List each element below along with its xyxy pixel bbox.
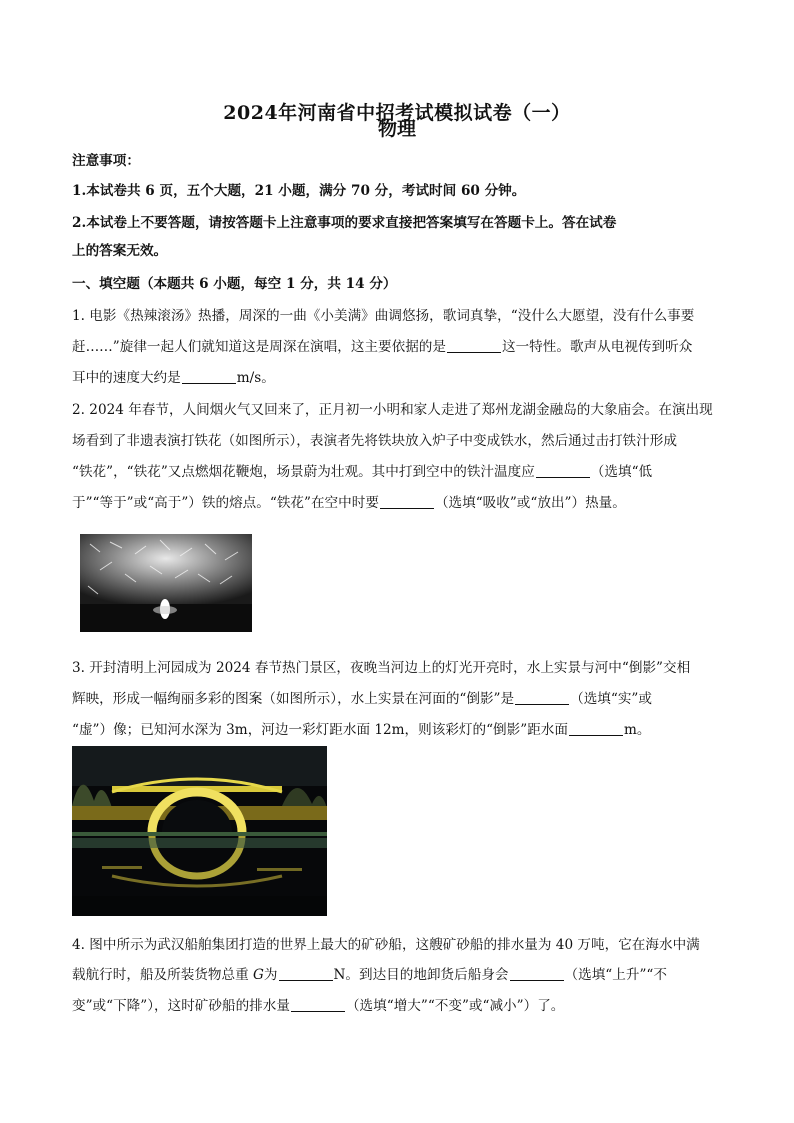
answer-blank (510, 967, 564, 981)
q2-text: （选填“低 (590, 464, 653, 480)
q2-text: “铁花”，“铁花”又点燃烟花鞭炮，场景蔚为壮观。其中打到空中的铁汁温度应 (72, 464, 535, 480)
q4-text: 载航行时，船及所装货物总重 (72, 967, 254, 983)
section-heading: 一、填空题（本题共 6 小题，每空 1 分，共 14 分） (72, 276, 397, 292)
q2-text: （选填“吸收”或“放出”）热量。 (434, 495, 626, 511)
weight-symbol: G (253, 967, 264, 983)
q3-text: m。 (623, 722, 651, 738)
q3-line-2 (72, 690, 724, 708)
q4-line-3 (72, 997, 724, 1015)
q3-line-3 (72, 721, 724, 739)
answer-blank (447, 339, 501, 353)
q4-text: N。到达目的地卸货后船身会 (333, 967, 509, 983)
answer-blank (380, 495, 434, 509)
bridge-night-photo (72, 746, 327, 916)
q3-text: （选填“实”或 (570, 691, 652, 707)
answer-blank (182, 370, 236, 384)
notice-item-2-line-2: 上的答案无效。 (72, 243, 168, 259)
notice-heading: 注意事项： (72, 153, 140, 169)
notice-item-2-line-1: 2.本试卷上不要答题，请按答题卡上注意事项的要求直接把答案填写在答题卡上。答在试卷 (72, 215, 617, 231)
q1-text: m/s。 (236, 370, 275, 386)
q3-line-1: 3. 开封清明上河园成为 2024 春节热门景区，夜晚当河边上的灯光开亮时，水上实景与河中“倒影”交相 (72, 660, 691, 676)
q4-line-1: 4. 图中所示为武汉船舶集团打造的世界上最大的矿砂船，这艘矿砂船的排水量为 40 万吨，它在海水中满 (72, 937, 700, 953)
q2-line-1: 2. 2024 年春节，人间烟火气又回来了，正月初一小明和家人走进了郑州龙湖金融岛的大象庙会。在演出现 (72, 402, 713, 418)
answer-blank (291, 998, 345, 1012)
q1-line-1: 1. 电影《热辣滚汤》热播，周深的一曲《小美满》曲调悠扬，歌词真挚，“没什么大愿望，没有什么事要 (72, 308, 695, 324)
q1-text: 耳中的速度大约是 (72, 370, 181, 386)
q1-line-3 (72, 369, 724, 387)
q4-text: 为 (263, 967, 278, 983)
q1-text: 赶……”旋律一起人们就知道这是周深在演唱，这主要依据的是 (72, 339, 446, 355)
q2-text: 于”“等于”或“高于”）铁的熔点。“铁花”在空中时要 (72, 495, 379, 511)
q2-line-2: 场看到了非遗表演打铁花（如图所示），表演者先将铁块放入炉子中变成铁水，然后通过击打铁汁形成 (72, 433, 677, 449)
notice-item-1: 1.本试卷共 6 页，五个大题，21 小题，满分 70 分，考试时间 60 分钟。 (72, 183, 526, 199)
q2-line-3 (72, 463, 724, 481)
q2-line-4 (72, 494, 724, 512)
iron-flower-photo (80, 534, 252, 632)
q4-line-2 (72, 966, 724, 984)
exam-title: 2024年河南省中招考试模拟试卷（一） (223, 102, 571, 124)
q4-text: （选填“上升”“不 (564, 967, 667, 983)
answer-blank (279, 967, 333, 981)
answer-blank (536, 464, 590, 478)
subject-title: 物理 (377, 118, 416, 140)
q4-text: 变”或“下降”），这时矿砂船的排水量 (72, 998, 290, 1014)
q4-text: （选填“增大”“不变”或“减小”）了。 (345, 998, 565, 1014)
q1-line-2 (72, 338, 724, 356)
answer-blank (569, 722, 623, 736)
q3-text: “虚”）像；已知河水深为 3m，河边一彩灯距水面 12m，则该彩灯的“倒影”距水面 (72, 722, 568, 738)
q1-text: 这一特性。歌声从电视传到听众 (501, 339, 693, 355)
q3-text: 辉映，形成一幅绚丽多彩的图案（如图所示），水上实景在河面的“倒影”是 (72, 691, 515, 707)
answer-blank (515, 691, 569, 705)
